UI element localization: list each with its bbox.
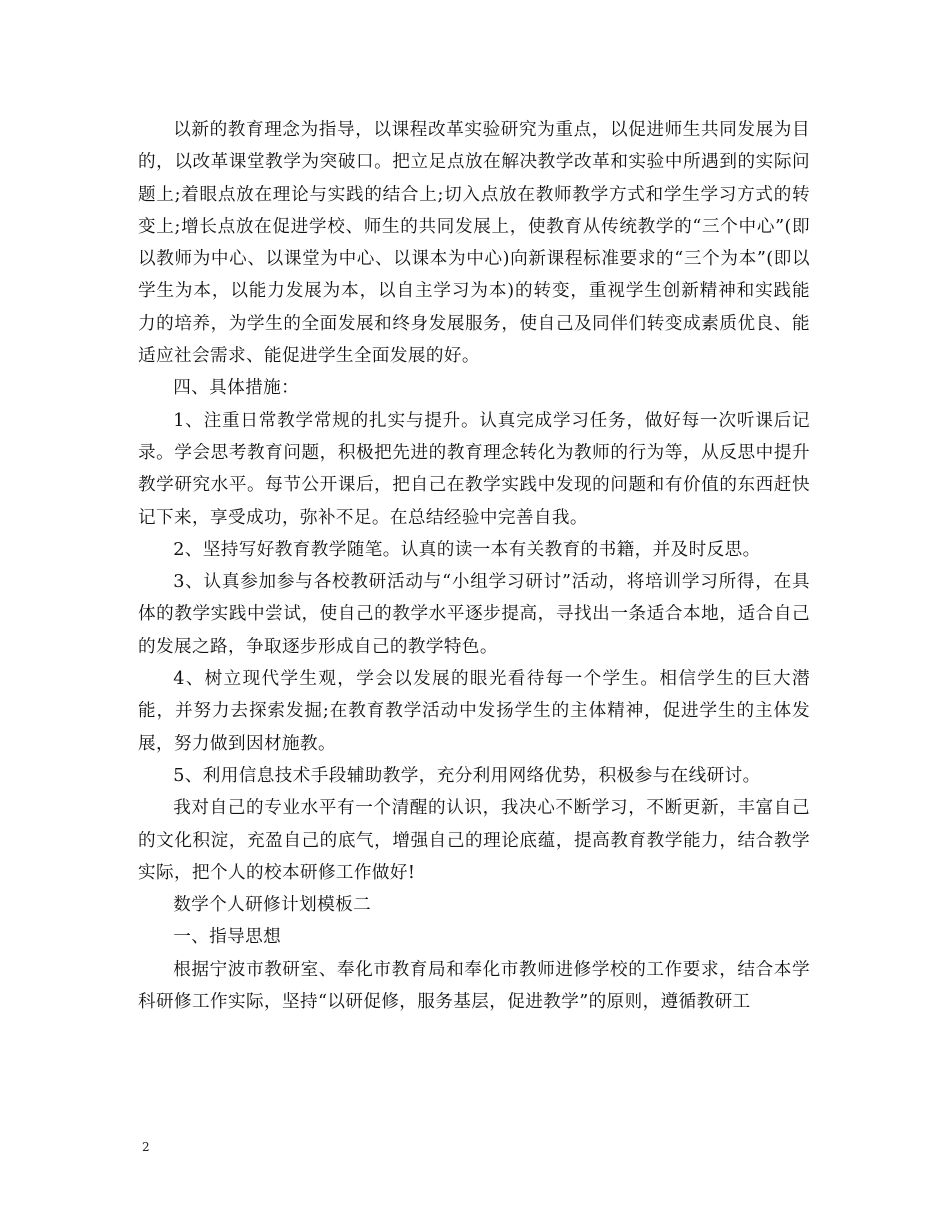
heading-guiding-thought: 一、指导思想	[173, 927, 282, 948]
measure-item-5: 5、利用信息技术手段辅助教学，充分利用网络优势，积极参与在线研讨。	[173, 765, 761, 786]
paragraph-philosophy: 以新的教育理念为指导，以课程改革实验研究为重点，以促进师生共同发展为目的，以改革课堂教学为突破口。把立足点放在解决教学改革和实验中所遇到的实际问题上;着眼点放在理论与实践的结合上;切入点放在教师教学方式和学生学习方式的转变上;增长点放在促进学校、师生的共同发展上，使教育从传统教学的“三个中心”(即以教师为中心、以课堂为中心、以课本为中心)向新课程标准要求的“三个为本”(即以学生为本，以能力发展为本，以自主学习为本)的转变，重视学生创新精神和实践能力的培养，为学生的全面发展和终身发展服务，使自己及同伴们转变成素质优良、能适应社会需求、能促进学生全面发展的好。	[138, 120, 810, 367]
measure-item-3: 3、认真参加参与各校教研活动与“小组学习研讨”活动，将培训学习所得，在具体的教学实践中尝试，使自己的教学水平逐步提高，寻找出一条适合本地，适合自己的发展之路，争取逐步形成自己的教学特色。	[138, 572, 810, 657]
paragraph-self-reflection: 我对自己的专业水平有一个清醒的认识，我决心不断学习，不断更新，丰富自己的文化积淀，充盈自己的底气，增强自己的理论底蕴，提高教育教学能力，结合教学实际，把个人的校本研修工作做好!	[138, 798, 810, 883]
page-number: 2	[142, 1140, 150, 1154]
section-title-template-two: 数学个人研修计划模板二	[173, 895, 372, 916]
measure-item-4: 4、树立现代学生观，学会以发展的眼光看待每一个学生。相信学生的巨大潜能，并努力去探索发掘;在教育教学活动中发扬学生的主体精神，促进学生的主体发展，努力做到因材施教。	[138, 669, 810, 754]
document-body	[138, 114, 810, 1018]
measure-item-1: 1、注重日常教学常规的扎实与提升。认真完成学习任务，做好每一次听课后记录。学会思考教育问题，积极把先进的教育理念转化为教师的行为等，从反思中提升教学研究水平。每节公开课后，把自己在教学实践中发现的问题和有价值的东西赶快记下来，享受成功，弥补不足。在总结经验中完善自我。	[138, 410, 810, 528]
heading-specific-measures: 四、具体措施：	[173, 378, 300, 399]
measure-item-2: 2、坚持写好教育教学随笔。认真的读一本有关教育的书籍，并及时反思。	[173, 539, 761, 560]
paragraph-guiding-thought: 根据宁波市教研室、奉化市教育局和奉化市教师进修学校的工作要求，结合本学科研修工作实际，坚持“以研促修，服务基层，促进教学”的原则，遵循教研工	[138, 959, 810, 1013]
